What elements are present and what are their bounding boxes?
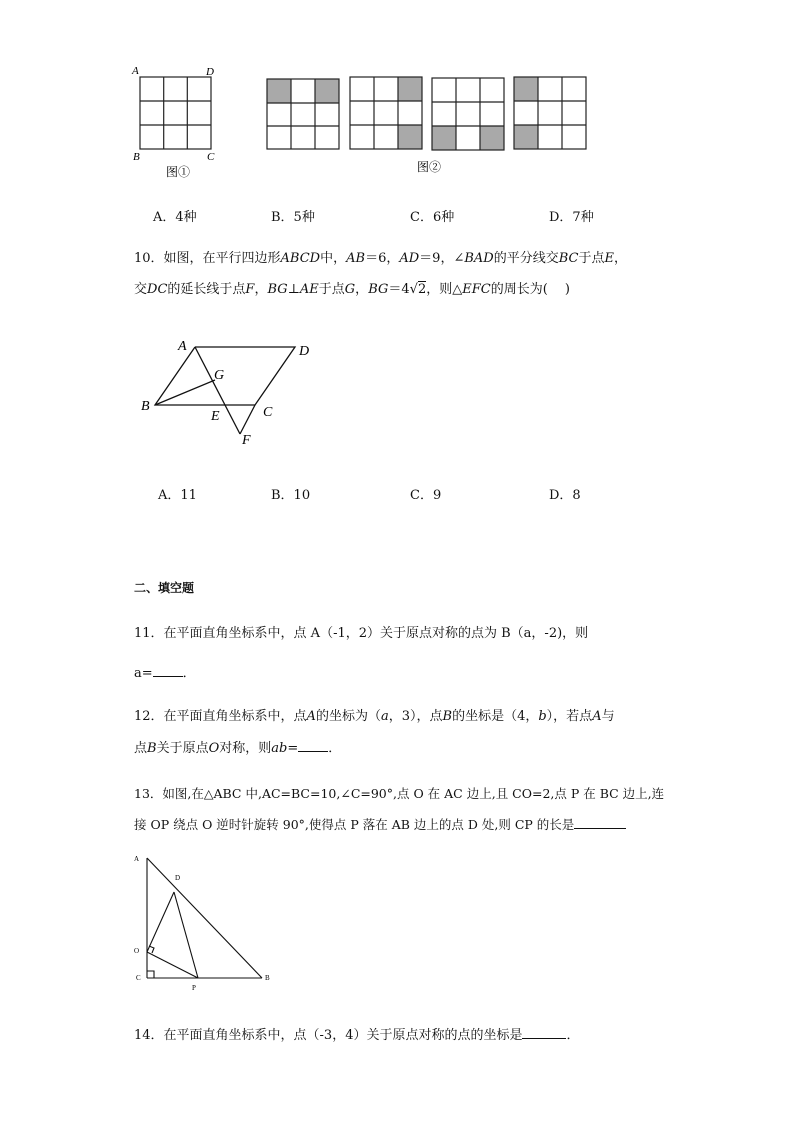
q9-fig1-label-a: A bbox=[132, 65, 139, 77]
q10-label-c: C bbox=[263, 405, 273, 420]
q10-label-e: E bbox=[211, 409, 220, 424]
q10-option-b[interactable]: B．10 bbox=[271, 488, 311, 503]
q9-fig1-grid bbox=[140, 77, 211, 149]
q9-fig2-grid-4 bbox=[514, 77, 586, 149]
q13-answer-blank[interactable] bbox=[574, 816, 626, 829]
q13-triangle-figure bbox=[132, 852, 282, 992]
q12-stem-line-2: 点B关于原点O对称，则ab= ． bbox=[134, 741, 342, 756]
q9-fig1-label-b: B bbox=[133, 151, 140, 163]
q9-option-c[interactable]: C．6种 bbox=[410, 210, 455, 225]
q9-figures bbox=[120, 60, 600, 185]
q10-label-b: B bbox=[141, 399, 150, 414]
q12-answer-blank[interactable] bbox=[298, 739, 328, 752]
q10-stem-line-1: 10．如图，在平行四边形ABCD中，AB＝6，AD＝9，∠BAD的平分线交BC于点E， bbox=[134, 251, 628, 266]
q9-fig1-label-c: C bbox=[207, 151, 215, 163]
q9-fig2-caption: 图② bbox=[417, 160, 442, 174]
sqrt-sign: √ bbox=[409, 282, 418, 297]
q9-fig1-label-d: D bbox=[206, 66, 214, 78]
q13-stem-line-1: 13．如图,在△ABC 中,AC=BC=10,∠C=90°,点 O 在 AC 边上,且 CO=2,点 P 在 BC 边上,连 bbox=[134, 786, 665, 801]
section-fill-in-title: 二、填空题 bbox=[134, 581, 195, 595]
q10-option-a[interactable]: A．11 bbox=[158, 488, 197, 503]
q9-fig2-grid-1 bbox=[267, 79, 339, 149]
q10-option-c[interactable]: C．9 bbox=[410, 488, 442, 503]
q14-answer-blank[interactable] bbox=[522, 1026, 566, 1039]
q10-option-d[interactable]: D．8 bbox=[549, 488, 581, 503]
q10-parallelogram-figure bbox=[135, 330, 325, 450]
q9-option-a[interactable]: A．4种 bbox=[153, 210, 197, 225]
q13-label-d: D bbox=[175, 874, 181, 882]
q13-label-c: C bbox=[136, 974, 141, 982]
q10-label-g: G bbox=[214, 368, 225, 383]
q11-answer-blank[interactable] bbox=[153, 664, 183, 677]
q10-stem-line-2: 交DC的延长线于点F，BG⊥AE于点G，BG＝4√2，则△EFC的周长为( ) bbox=[134, 282, 570, 297]
q9-option-d[interactable]: D．7种 bbox=[549, 210, 594, 225]
q13-label-o: O bbox=[134, 947, 140, 955]
q9-fig2-grid-2 bbox=[350, 77, 422, 149]
q10-label-f: F bbox=[242, 433, 251, 448]
q9-option-b[interactable]: B．5种 bbox=[271, 210, 315, 225]
q13-stem-line-2: 接 OP 绕点 O 逆时针旋转 90°,使得点 P 落在 AB 边上的点 D 处,则 CP 的长是 bbox=[134, 816, 626, 834]
q14-stem-line-1: 14．在平面直角坐标系中，点（-3，4）关于原点对称的点的坐标是 ． bbox=[134, 1028, 580, 1043]
q12-stem-line-1: 12．在平面直角坐标系中，点A的坐标为（a，3），点B的坐标是（4，b），若点A与 bbox=[134, 709, 615, 724]
q10-label-a: A bbox=[178, 339, 187, 354]
q10-label-d: D bbox=[299, 344, 310, 359]
q9-fig2-grid-3 bbox=[432, 78, 504, 150]
q13-label-p: P bbox=[192, 984, 196, 992]
q11-stem-line-2: a= ． bbox=[134, 666, 196, 681]
q13-label-b: B bbox=[265, 974, 270, 982]
q13-label-a: A bbox=[134, 855, 140, 863]
q9-fig1-caption: 图① bbox=[166, 165, 191, 179]
q11-stem-line-1: 11．在平面直角坐标系中，点 A（-1，2）关于原点对称的点为 B（a，-2)，则 bbox=[134, 626, 589, 641]
